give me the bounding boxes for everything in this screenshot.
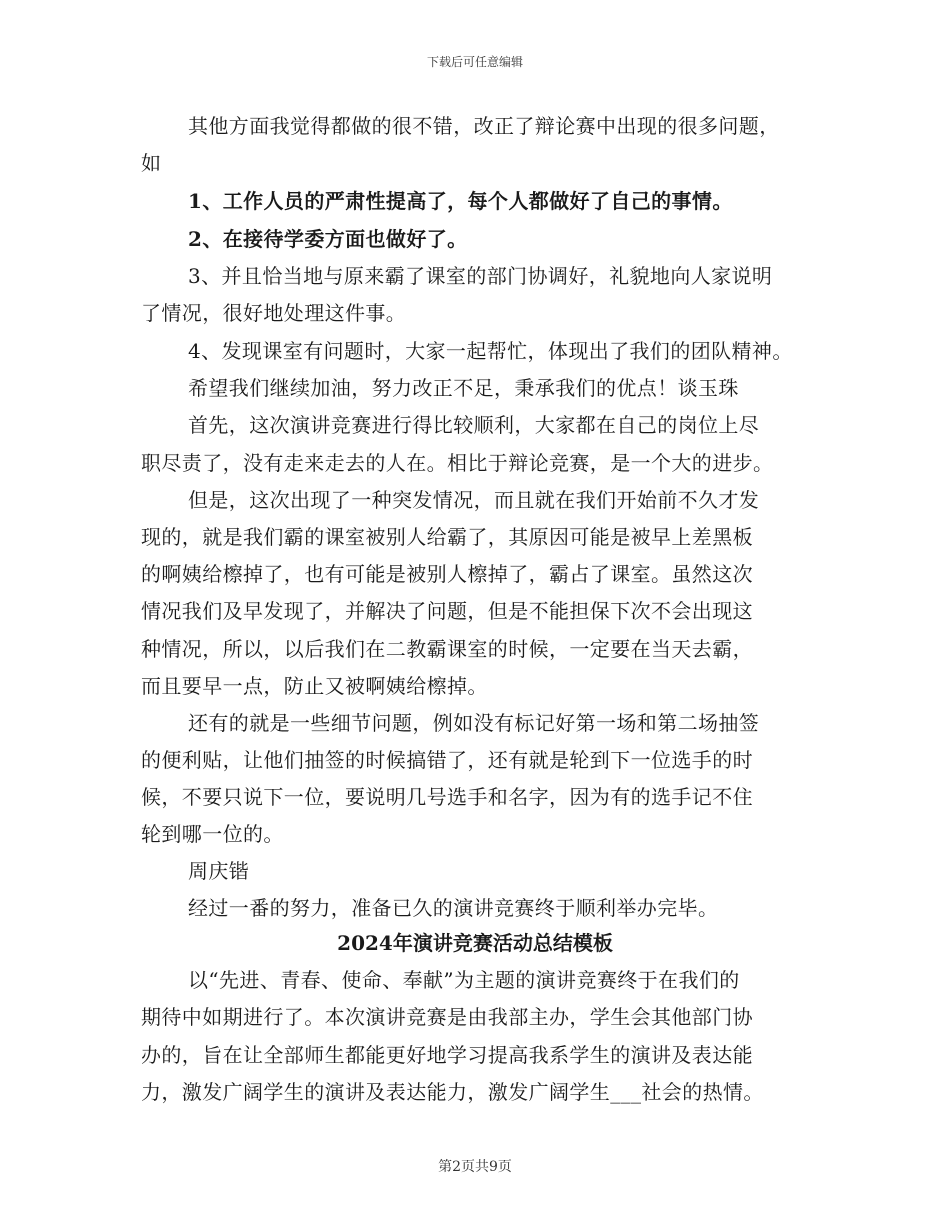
body-line: 其他方面我觉得都做的很不错，改正了辩论赛中出现的很多问题， xyxy=(188,114,780,138)
body-line: 的便利贴，让他们抽签的时候搞错了，还有就是轮到下一位选手的时 xyxy=(141,748,753,772)
body-line: 期待中如期进行了。本次演讲竞赛是由我部主办，学生会其他部门协 xyxy=(141,1005,753,1029)
body-line: 还有的就是一些细节问题，例如没有标记好第一场和第二场抽签 xyxy=(188,711,760,735)
body-line: 情况我们及早发现了，并解决了问题，但是不能担保下次不会出现这 xyxy=(141,599,753,623)
body-line: 现的，就是我们霸的课室被别人给霸了，其原因可能是被早上差黑板 xyxy=(141,525,753,549)
body-line: 但是，这次出现了一种突发情况，而且就在我们开始前不久才发 xyxy=(188,488,760,512)
body-line: 的啊姨给檫掉了，也有可能是被别人檫掉了，霸占了课室。虽然这次 xyxy=(141,562,753,586)
author-name: 周庆锴 xyxy=(188,859,250,883)
body-line: 了情况，很好地处理这件事。 xyxy=(141,301,407,325)
body-line: 如 xyxy=(141,151,162,175)
body-line-bold: 1、工作人员的严肃性提高了，每个人都做好了自己的事情。 xyxy=(188,189,733,213)
body-line: 办的，旨在让全部师生都能更好地学习提高我系学生的演讲及表达能 xyxy=(141,1043,753,1067)
body-line: 希望我们继续加油，努力改正不足，秉承我们的优点！谈玉珠 xyxy=(188,376,739,400)
body-line: 职尽责了，没有走来走去的人在。相比于辩论竞赛，是一个大的进步。 xyxy=(141,451,774,475)
page-number: 第2页共9页 xyxy=(438,1159,512,1175)
body-line: 轮到哪一位的。 xyxy=(141,822,284,846)
body-line: 以“先进、青春、使命、奉献”为主题的演讲竞赛终于在我们的 xyxy=(188,968,740,992)
body-line: 力，激发广阔学生的演讲及表达能力，激发广阔学生___社会的热情。 xyxy=(141,1080,764,1104)
section-title: 2024年演讲竞赛活动总结模板 xyxy=(337,931,613,955)
page-header-note: 下载后可任意编辑 xyxy=(426,55,523,69)
body-line: 经过一番的努力，准备已久的演讲竞赛终于顺利举办完毕。 xyxy=(188,896,719,920)
body-line: 3、并且恰当地与原来霸了课室的部门协调好，礼貌地向人家说明 xyxy=(188,264,773,288)
body-line-bold: 2、在接待学委方面也做好了。 xyxy=(188,227,468,251)
body-line: 4、发现课室有问题时，大家一起帮忙，体现出了我们的团队精神。 xyxy=(188,339,793,363)
body-line: 而且要早一点，防止又被啊姨给檫掉。 xyxy=(141,674,488,698)
body-line: 候，不要只说下一位，要说明几号选手和名字，因为有的选手记不住 xyxy=(141,785,753,809)
body-line: 首先，这次演讲竞赛进行得比较顺利，大家都在自己的岗位上尽 xyxy=(188,413,760,437)
body-line: 种情况，所以，以后我们在二教霸课室的时候，一定要在当天去霸， xyxy=(141,637,753,661)
